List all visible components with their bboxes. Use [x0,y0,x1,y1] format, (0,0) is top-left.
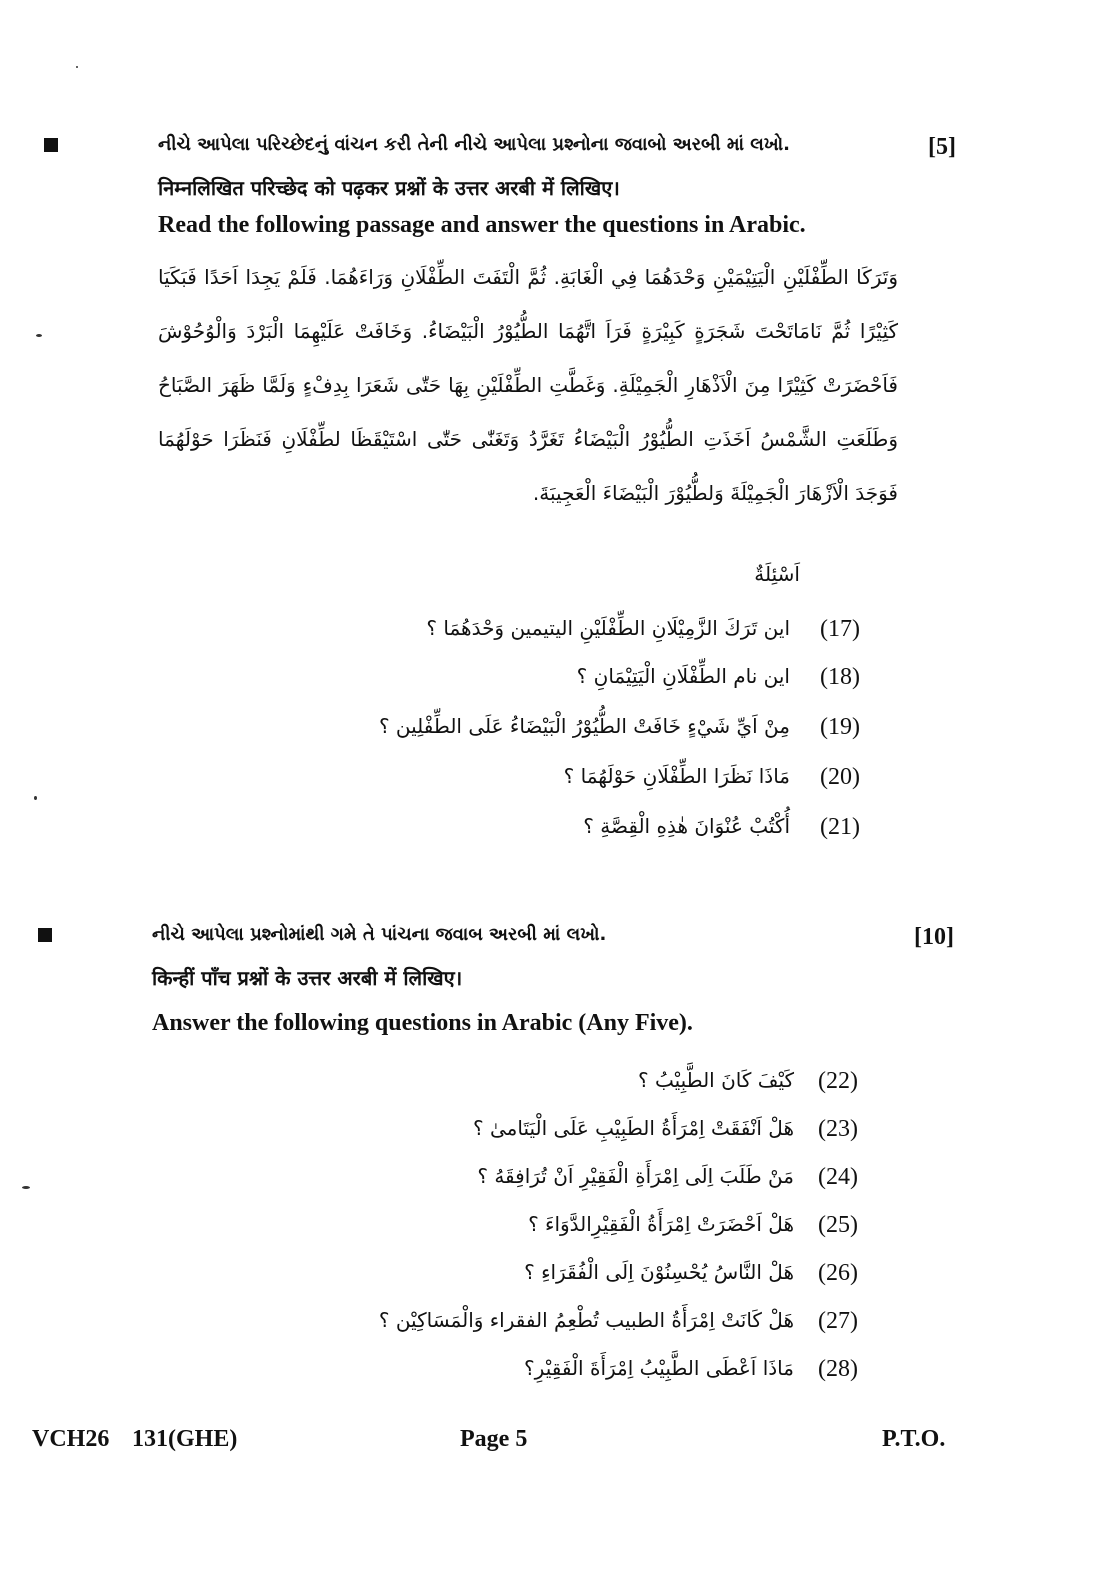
section-2-bullet [38,928,52,942]
question-24 [360,1160,870,1200]
question-23 [360,1112,870,1152]
question-text: أُكْتُبْ عُنْوَانَ هٰذِهِ الْقِصَّةِ ؟ [583,814,790,838]
section-1-instruction-hindi: निम्नलिखित परिच्छेद को पढ़कर प्रश्नों के उत्तर अरबी में लिखिए। [158,176,620,200]
question-number: (26) [818,1260,858,1286]
question-number: (28) [818,1356,858,1382]
footer-page-number: Page 5 [460,1426,528,1452]
question-19 [380,710,870,750]
section-2-instruction-gujarati: નીચે આપેલા પ્રશ્નોમાંથી ગમે તે પાંચના જવાબ અરબી માં લખો. [152,924,607,945]
section-1-marks: [5] [928,134,956,160]
section-1-instruction-gujarati: નીચે આપેલા પરિચ્છેદનું વાંચન કરી તેની નીચે આપેલા પ્રશ્નોના જવાબો અરબી માં લખો. [158,134,791,155]
scan-speck [22,1186,30,1189]
scan-speck [76,66,78,68]
question-number: (23) [818,1116,858,1142]
question-number: (17) [820,616,860,642]
question-17 [380,612,870,652]
question-28 [360,1352,870,1392]
question-21 [380,810,870,850]
question-text: هَلْ النَّاسُ يُحْسِنُوْنَ اِلَى الْفُقَرَاءِ ؟ [524,1260,794,1284]
question-27 [340,1304,870,1344]
question-text: كَيْفَ كَانَ الطَّبِيْبُ ؟ [637,1068,794,1092]
question-text: مَاذَا اَعْطَى الطَّبِيْبُ اِمْرَأَةَ الْفَقِيْرِ؟ [524,1356,794,1380]
question-text: هَلْ كَانَتْ اِمْرَأَةُ الطبيب تُطْعِمُ الفقراء وَالْمَسَاكِيْن ؟ [378,1308,794,1332]
question-number: (19) [820,714,860,740]
scan-speck [34,796,37,800]
scan-speck [36,334,42,337]
question-20 [380,760,870,800]
section-1-instruction-english: Read the following passage and answer the questions in Arabic. [158,212,806,238]
section-2-marks: [10] [914,924,954,950]
footer-paper-code: 131(GHE) [132,1426,238,1452]
section-1-bullet [44,138,58,152]
question-text: اين نام الطِّفْلَانِ الْيَتِيْمَانِ ؟ [576,664,790,688]
question-text: مَنْ طَلَبَ اِلَى اِمْرَأَةِ الْفَقِيْرِ اَنْ تُرَافِقَهُ ؟ [477,1164,794,1188]
questions-title: اَسْئِلَةٌ [754,562,800,586]
section-2-instruction-hindi: किन्हीं पाँच प्रश्नों के उत्तर अरबी में लिखिए। [152,966,463,990]
question-18 [380,660,870,700]
question-22 [360,1064,870,1104]
question-text: هَلْ اَحْضَرَتْ اِمْرَأَةُ الْفَقِيْرِالدَّوَاءَ ؟ [528,1212,794,1236]
question-number: (22) [818,1068,858,1094]
question-number: (27) [818,1308,858,1334]
question-text: مِنْ اَيِّ شَيْءٍ خَافَتْ الطُّيُوْرُ الْبَيْضَاءُ عَلَى الطِّفْلِين ؟ [378,714,790,738]
section-2-instruction-english: Answer the following questions in Arabic (Any Five). [152,1010,693,1036]
question-26 [360,1256,870,1296]
question-number: (25) [818,1212,858,1238]
question-text: مَاذَا نَظَرَا الطِّفْلَانِ حَوْلَهُمَا ؟ [563,764,790,788]
arabic-passage: وَتَرَكَا الطِّفْلَيْنِ الْيَتِيْمَيْنِ وَحْدَهُمَا فِي الْغَابَةِ. ثُمَّ الْتَفَتَ الطِّفْلَانِ وَرَاءَهُمَا. فَلَمْ يَجِدَا اَحَدًا فَبَكَيَا كَثِيْرًا ثُمَّ نَامَاتَحْتَ شَجَرَةٍ كَبِيْرَةٍ فَرَاَ اتَّهُمَا الطُّيُوْرُ الْبَيْضَاءُ. وَخَافَتْ عَلَيْهِمَا الْبَرْدَ وَالْوُحُوْشَ فَاَحْضَرَتْ كَثِيْرًا مِنَ الْاَذْهَارِ الْجَمِيْلَةِ. وَغَطَّتِ الطِّفْلَيْنِ بِهَا حَتّٰى شَعَرَا بِدِفْءٍ وَلَمَّا ظَهَرَ الصَّبَاحُ وَطَلَعَتِ الشَّمْسُ اَخَذَتِ الطُّيُوْرُ الْبَيْضَاءُ تَغَرَّدُ وَتَغَنّٰى حَتّٰى اسْتَيْقَظَا لطِّفْلَانِ فَنَظَرَا حَوْلَهُمَا فَوَجَدَ الْاَزْهَارَ الْجَمِيْلَةَ وَلطُّيُوْرَ الْبَيْضَاءَ الْعَجِيبَةَ. [158,265,898,505]
question-number: (18) [820,664,860,690]
question-text: اين تَرَكَ الزَّمِيْلَانِ الطِّفْلَيْنِ اليتيمين وَحْدَهُمَا ؟ [426,616,790,640]
footer-pto: P.T.O. [882,1426,946,1452]
question-number: (20) [820,764,860,790]
question-number: (21) [820,814,860,840]
footer-code: VCH26 [32,1426,110,1452]
question-25 [360,1208,870,1248]
question-number: (24) [818,1164,858,1190]
question-text: هَلْ اَنْفَقَتْ اِمْرَأَةُ الطَبِيْبِ عَلَى الْيَتَامىٰ ؟ [473,1116,794,1140]
